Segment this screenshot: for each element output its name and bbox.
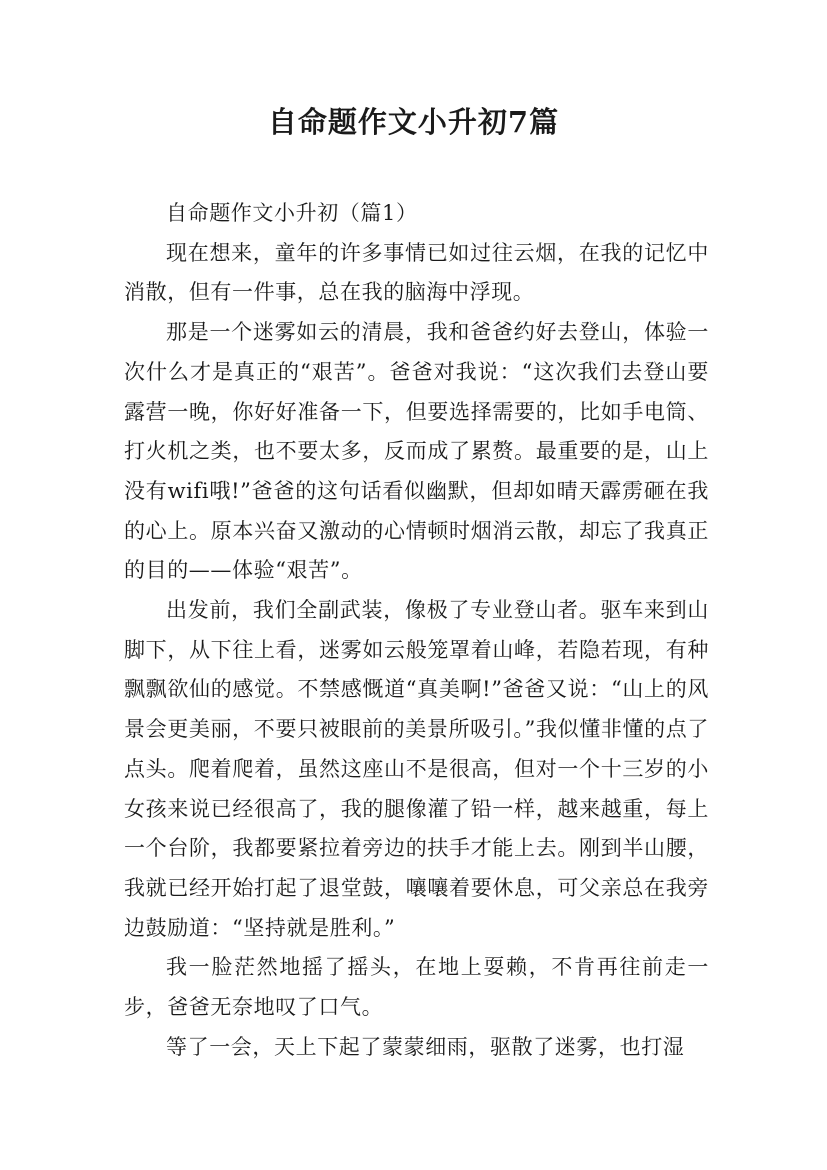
- paragraph-3: 出发前，我们全副武装，像极了专业登山者。驱车来到山脚下，从下往上看，迷雾如云般笼罩着山峰，若隐若现，有种飘飘欲仙的感觉。不禁感慨道“真美啊!”爸爸又说：“山上的风景会更美丽，不要只被眼前的美景所吸引。”我似懂非懂的点了点头。爬着爬着，虽然这座山不是很高，但对一个十三岁的小女孩来说已经很高了，我的腿像灌了铅一样，越来越重，每上一个台阶，我都要紧拉着旁边的扶手才能上去。刚到半山腰，我就已经开始打起了退堂鼓，嚷嚷着要休息，可父亲总在我旁边鼓励道：“坚持就是胜利。”: [124, 598, 709, 940]
- paragraph-5: 等了一会，天上下起了蒙蒙细雨，驱散了迷雾，也打湿: [166, 1034, 685, 1059]
- document-title: 自命题作文小升初7篇: [267, 105, 560, 139]
- section-heading: 自命题作文小升初（篇1）: [166, 201, 418, 225]
- article-body: [124, 194, 709, 1067]
- paragraph-4: 我一脸茫然地摇了摇头，在地上耍赖，不肯再往前走一步，爸爸无奈地叹了口气。: [124, 955, 709, 1020]
- paragraph-2: 那是一个迷雾如云的清晨，我和爸爸约好去登山，体验一次什么才是真正的“艰苦”。爸爸对我说：“这次我们去登山要露营一晚，你好好准备一下，但要选择需要的，比如手电筒、打火机之类，也不要太多，反而成了累赘。最重要的是，山上没有wifi哦!”爸爸的这句话看似幽默，但却如晴天霹雳砸在我的心上。原本兴奋又激动的心情顿时烟消云散，却忘了我真正的目的——体验“艰苦”。: [124, 320, 709, 583]
- paragraph-1: 现在想来，童年的许多事情已如过往云烟，在我的记忆中消散，但有一件事，总在我的脑海中浮现。: [124, 240, 709, 305]
